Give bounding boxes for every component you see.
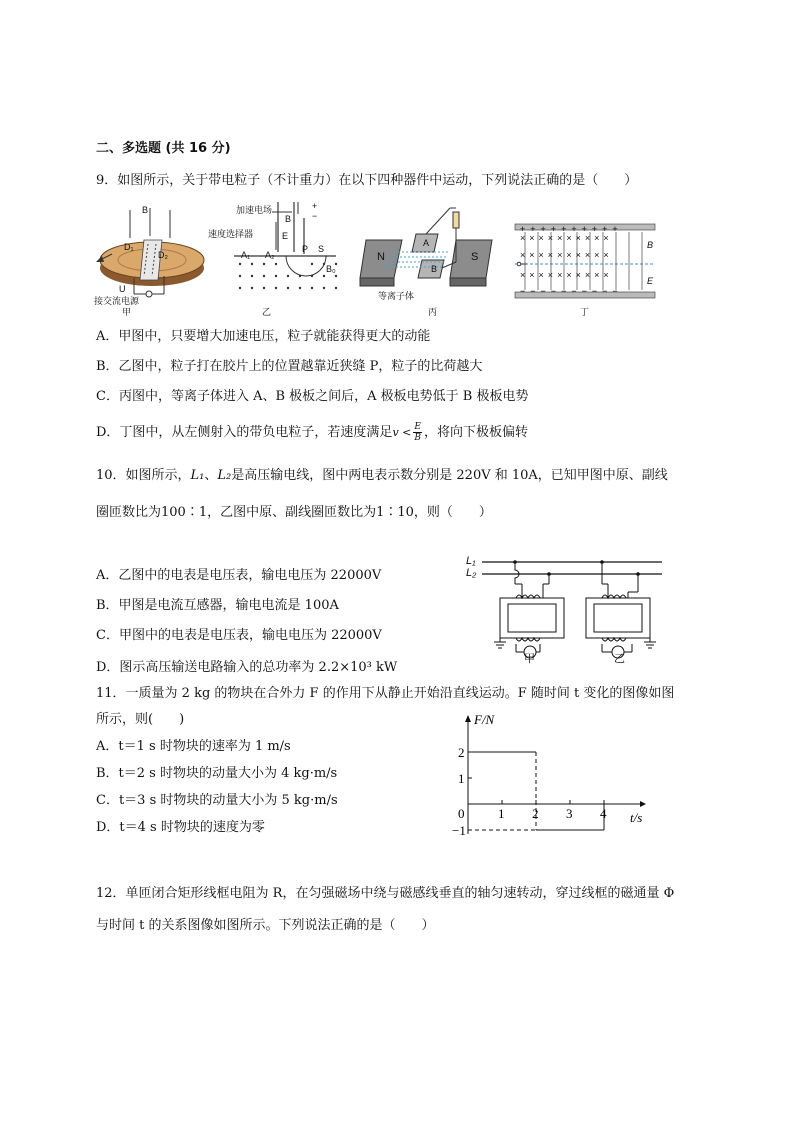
q9-option-c[interactable]: C．丙图中，等离子体进入 A、B 极板之间后，A 极板电势低于 B 极板电势 [96,389,529,404]
q12-stem-line2: 与时间 t 的关系图像如图所示。下列说法正确的是（ ） [96,918,435,933]
force-time-chart [440,712,660,852]
fig10-L1-label: L₁ [466,555,476,567]
y-axis-label: F/N [474,712,495,727]
jia-ac-label: 接交流电源 [94,296,140,306]
ding-cross-row-3: ×××××××××× [520,270,613,280]
q10-stem-line2: 圈匝数比为100∶1，乙图中原、副线圈匝数比为1∶10，则（ ） [96,505,492,520]
bing-B-label: B [431,264,438,274]
q10-L2: L₂ [217,468,232,483]
y-tick-label: 1 [458,771,465,786]
y-axis-arrow [465,715,471,722]
q11-option-c[interactable]: C．t＝3 s 时物块的动量大小为 5 kg·m/s [96,793,338,808]
q10-option-b[interactable]: B．甲图是电流互感器，输电电流是 100A [96,598,339,613]
q11-stem-line2: 所示，则( ) [96,712,185,727]
q9-option-d[interactable] [96,420,528,446]
q9-option-d-post: ，将向下极板偏转 [423,425,528,440]
q10-stem-line1: 10．如图所示，L₁、L₂是高压输电线，图中两电表示数分别是 220V 和 10A，已知甲图中原、副线 [96,468,668,483]
x-tick-label: 2 [532,806,539,821]
x-tick-label: 0 [458,806,465,821]
bing-S-label: S [471,251,479,263]
ding-cross-row-2: ×××××××××× [520,250,613,260]
ding-B-label: B [647,240,654,250]
ding-E-label: E [647,276,654,286]
e-over-b-fraction [413,422,422,443]
jia-U-label: U [119,284,126,294]
q12-stem-line1: 12．单匝闭合矩形线框电阻为 R，在匀强磁场中绕与磁感线垂直的轴匀速转动，穿过线框的磁通量 Φ [96,886,675,901]
bing-caption: 丙 [428,307,438,317]
q9-option-a[interactable]: A．甲图中，只要增大加速电压，粒子就能获得更大的动能 [96,329,431,344]
jia-D1-label: D₁ [124,242,134,252]
x-tick-label: 4 [600,806,607,821]
yi-B0-label: B₀ [326,264,336,274]
jia-caption: 甲 [122,307,132,317]
fig-mhd-generator [360,200,500,300]
q9-option-b[interactable]: B．乙图中，粒子打在胶片上的位置越靠近狭缝 P，粒子的比荷越大 [96,359,483,374]
yi-plus-label: + [312,201,318,211]
yi-accel-label: 加速电场 [236,205,273,215]
q9-stem: 9．如图所示，关于带电粒子（不计重力）在以下四种器件中运动，下列说法正确的是（ ） [96,173,638,188]
fig10-yi-label: 乙 [614,653,625,665]
yi-P-label: P [302,244,309,254]
yi-A2-label: A₂ [265,250,275,260]
ding-cross-row-1: ×××××××××× [520,233,613,243]
yi-A1-label: A₁ [241,250,251,260]
q11-option-d[interactable]: D．t＝4 s 时物块的速度为零 [96,820,265,835]
fig10-jia-label: 甲 [524,653,535,665]
yi-S-label: S [318,244,325,254]
q11-stem-line1: 11．一质量为 2 kg 的物块在合外力 F 的作用下从静止开始沿直线运动。F 随时间 t 变化的图像如图 [96,686,675,701]
fraction-denominator: B [414,433,421,443]
ding-plus-row: ++++++++++ [520,224,623,234]
q10-option-d[interactable]: D．图示高压输送电路输入的总功率为 2.2×10³ kW [96,660,398,675]
ding-minus-row: −−−−−−−−−− [520,286,623,296]
yi-caption: 乙 [262,307,272,317]
q9-option-d-v: v < [392,426,412,439]
fig-transformer-circuit [466,552,662,670]
q10-option-c[interactable]: C．甲图中的电表是电压表，输电电压为 22000V [96,628,382,643]
yi-B-label: B [285,214,292,224]
q11-option-a[interactable]: A．t＝1 s 时物块的速率为 1 m/s [96,739,291,754]
q11-option-b[interactable]: B．t＝2 s 时物块的动量大小为 4 kg·m/s [96,766,338,781]
x-tick-label: 1 [498,806,505,821]
yi-velsel-label: 速度选择器 [208,229,254,239]
bing-N-label: N [377,251,385,263]
q10-option-a[interactable]: A．乙图中的电表是电压表，输电电压为 22000V [96,568,382,583]
q10-L1: L₁ [190,468,205,483]
fraction-numerator: E [414,422,421,432]
bing-A-label: A [423,238,430,248]
y-tick-label: −1 [452,823,466,838]
bing-plasma-label: 等离子体 [378,291,415,301]
y-tick-label: 2 [458,745,465,760]
x-axis-label: t/s [630,810,643,825]
x-tick-label: 3 [566,806,573,821]
yi-minus-label: − [312,211,318,221]
ding-caption: 丁 [580,307,590,317]
jia-B-label: B [142,205,149,215]
yi-E-label: E [282,231,289,241]
x-axis-arrow [640,801,646,807]
fig10-L2-label: L₂ [466,567,477,579]
q9-option-d-pre: D．丁图中，从左侧射入的带负电粒子，若速度满足 [96,425,393,440]
jia-D2-label: D₂ [158,250,168,260]
section-title: 二、多选题 (共 16 分) [96,141,231,156]
